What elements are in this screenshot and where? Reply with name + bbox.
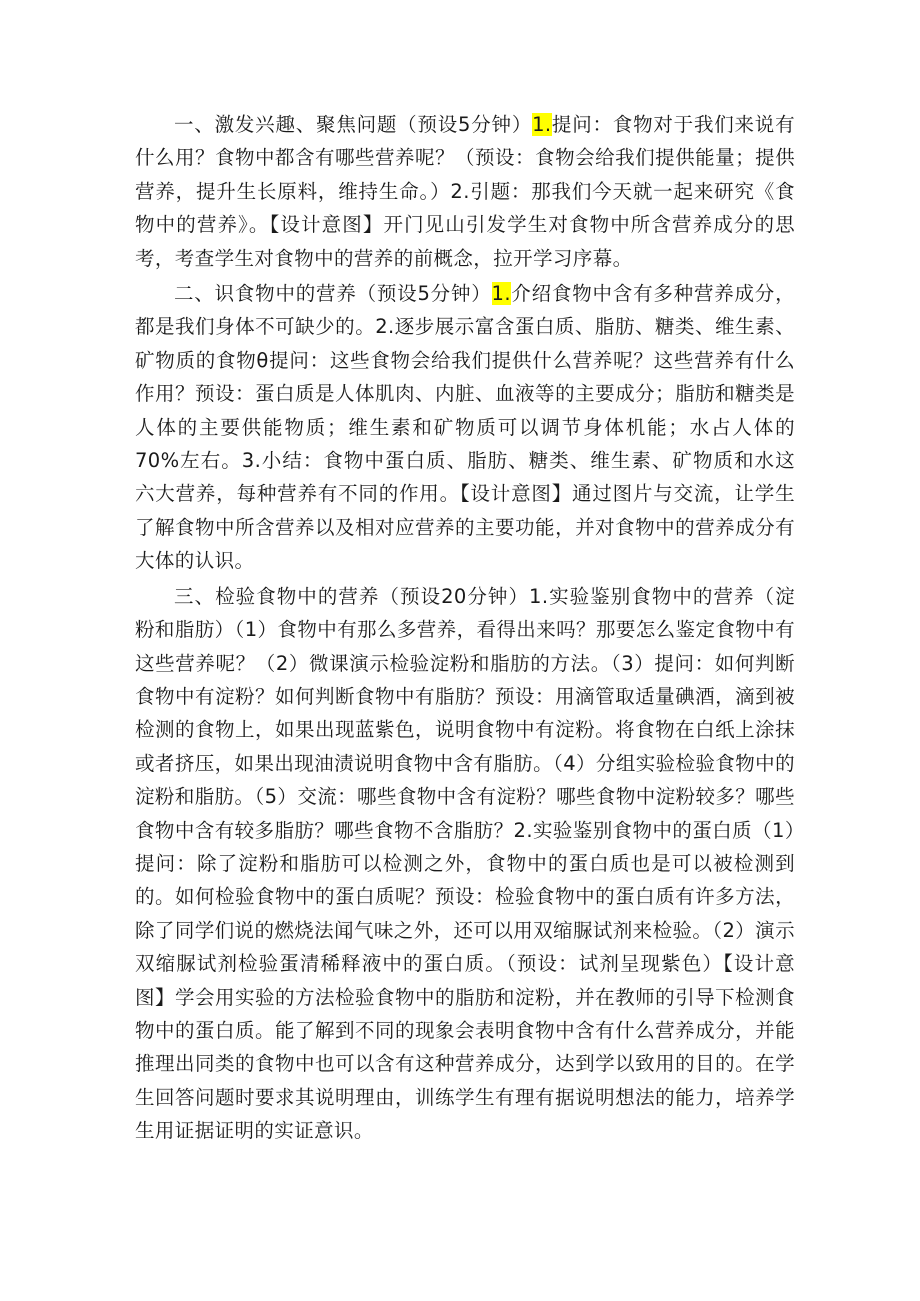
paragraph-section-1 — [135, 108, 795, 275]
paragraph-text: 三、检验食物中的营养（预设20分钟）1.实验鉴别食物中的营养（淀粉和脂肪）（1）食物中有那么多营养，看得出来吗？那要怎么鉴定食物中有这些营养呢？（2）微课演示检验淀粉和脂肪的方法。（3）提问：如何判断食物中有淀粉？如何判断食物中有脂肪？预设：用滴管取适量碘酒，滴到被检测的食物上，如果出现蓝紫色，说明食物中有淀粉。将食物在白纸上涂抹或者挤压，如果出现油渍说明食物中含有脂肪。（4）分组实验检验食物中的淀粉和脂肪。（5）交流：哪些食物中含有淀粉？哪些食物中淀粉较多？哪些食物中含有较多脂肪？哪些食物不含脂肪？2.实验鉴别食物中的蛋白质（1）提问：除了淀粉和脂肪可以检测之外，食物中的蛋白质也是可以被检测到的。如何检验食物中的蛋白质呢？预设：检验食物中的蛋白质有许多方法，除了同学们说的燃烧法闻气味之外，还可以用双缩脲试剂来检验。（2）演示双缩脲试剂检验蛋清稀释液中的蛋白质。（预设：试剂呈现紫色）【设计意图】学会用实验的方法检验食物中的脂肪和淀粉，并在教师的引导下检测食物中的蛋白质。能了解到不同的现象会表明食物中含有什么营养成分，并能推理出同类的食物中也可以含有这种营养成分，达到学以致用的目的。在学生回答问题时要求其说明理由，训练学生有理有据说明想法的能力，培养学生用证据证明的实证意识。 — [135, 584, 795, 1143]
paragraph-section-2 — [135, 277, 795, 578]
highlighted-step-number: 1. — [491, 282, 511, 306]
paragraph-text: 一、激发兴趣、聚焦问题（预设5分钟） — [174, 113, 533, 136]
paragraph-text: 二、识食物中的营养（预设5分钟） — [174, 282, 492, 306]
paragraph-text: 提问：食物对于我们来说有什么用？食物中都含有哪些营养呢？（预设：食物会给我们提供能量；提供营养，提升生长原料，维持生命。）2.引题：那我们今天就一起来研究《食物中的营养》。【设计意图】开门见山引发学生对食物中所含营养成分的思考，考查学生对食物中的营养的前概念，拉开学习序幕。 — [135, 113, 796, 270]
document-page — [135, 108, 795, 1150]
paragraph-text: 介绍食物中含有多种营养成分，都是我们身体不可缺少的。2.逐步展示富含蛋白质、脂肪、糖类、维生素、矿物质的食物θ提问：这些食物会给我们提供什么营养呢？这些营养有什么作用？预设：蛋白质是人体肌肉、内脏、血液等的主要成分；脂肪和糖类是人体的主要供能物质；维生素和矿物质可以调节身体机能；水占人体的70%左右。3.小结：食物中蛋白质、脂肪、糖类、维生素、矿物质和水这六大营养，每种营养有不同的作用。【设计意图】通过图片与交流，让学生了解食物中所含营养以及相对应营养的主要功能，并对食物中的营养成分有大体的认识。 — [135, 282, 796, 573]
paragraph-section-3 — [135, 580, 795, 1148]
highlighted-step-number: 1. — [532, 113, 552, 136]
